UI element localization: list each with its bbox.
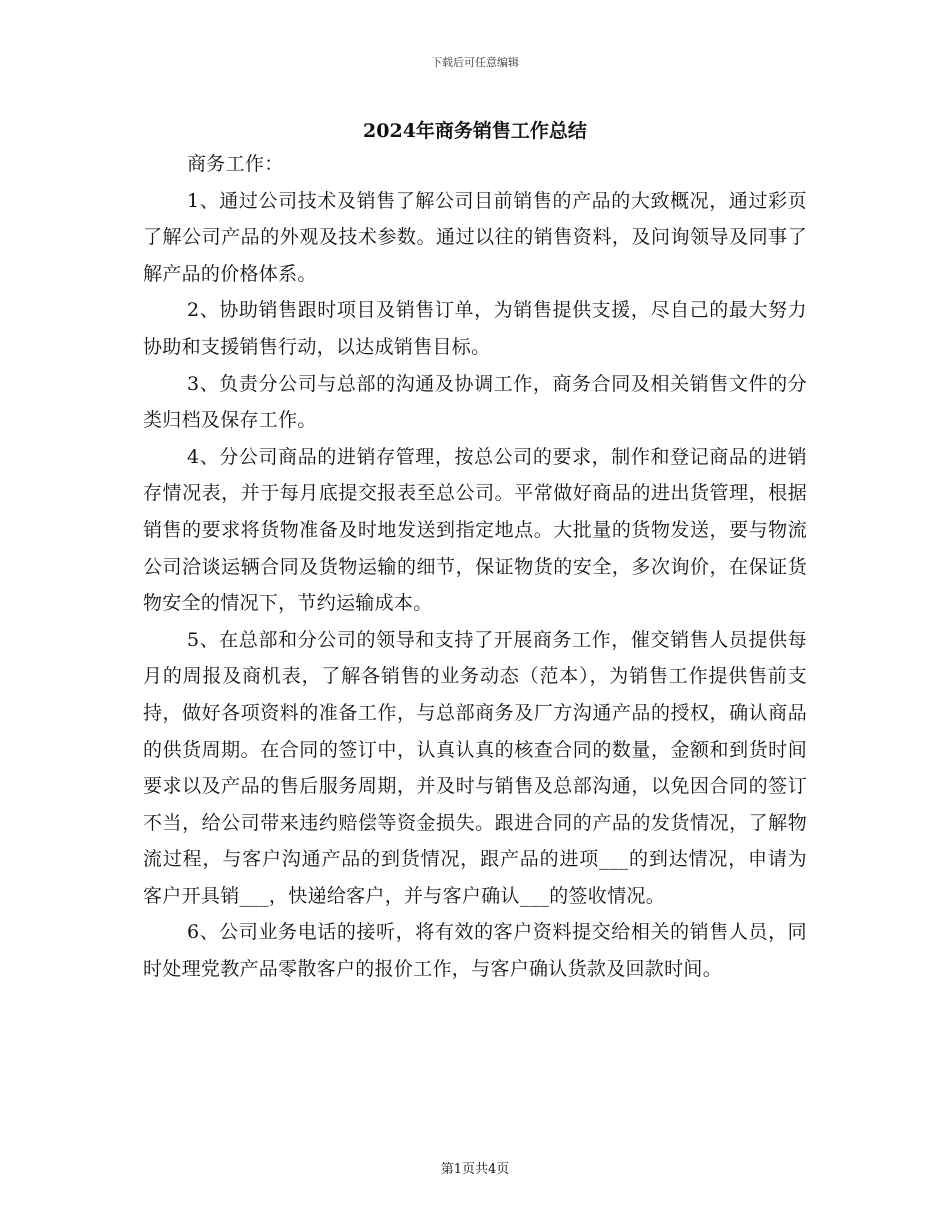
document-title: 2024年商务销售工作总结 [363, 120, 587, 142]
page-number-footer: 第1页共4页 [440, 1162, 510, 1177]
paragraph-item-5: 5、在总部和分公司的领导和支持了开展商务工作，催交销售人员提供每月的周报及商机表，了解各销售的业务动态（范本），为销售工作提供售前支持，做好各项资料的准备工作，与总部商务及厂方沟通产品的授权，确认商品的供货周期。在合同的签订中，认真认真的核查合同的数量，金额和到货时间要求以及产品的售后服务周期，并及时与销售及总部沟通，以免因合同的签订不当，给公司带来违约赔偿等资金损失。跟进合同的产品的发货情况，了解物流过程，与客户沟通产品的到货情况，跟产品的进项___的到达情况，申请为客户开具销___，快递给客户，并与客户确认___的签收情况。 [143, 628, 807, 907]
paragraph-item-1: 1、通过公司技术及销售了解公司目前销售的产品的大致概况，通过彩页了解公司产品的外观及技术参数。通过以往的销售资料，及问询领导及同事了解产品的价格体系。 [143, 189, 807, 285]
paragraph-section-heading: 商务工作： [187, 153, 284, 175]
paragraph-item-2: 2、协助销售跟时项目及销售订单，为销售提供支援，尽自己的最大努力协助和支援销售行动，以达成销售目标。 [143, 299, 807, 358]
paragraph-item-6: 6、公司业务电话的接听，将有效的客户资料提交给相关的销售人员，同时处理党教产品零散客户的报价工作，与客户确认货款及回款时间。 [143, 921, 807, 981]
paragraph-item-3: 3、负责分公司与总部的沟通及协调工作，商务合同及相关销售文件的分类归档及保存工作。 [143, 372, 807, 432]
document-body [143, 146, 807, 988]
page-header-note: 下载后可任意编辑 [431, 56, 519, 69]
paragraph-item-4: 4、分公司商品的进销存管理，按总公司的要求，制作和登记商品的进销存情况表，并于每月底提交报表至总公司。平常做好商品的进出货管理，根据销售的要求将货物准备及时地发送到指定地点。大批量的货物发送，要与物流公司洽谈运辆合同及货物运输的细节，保证物货的安全，多次询价，在保证货物安全的情况下，节约运输成本。 [143, 445, 807, 615]
